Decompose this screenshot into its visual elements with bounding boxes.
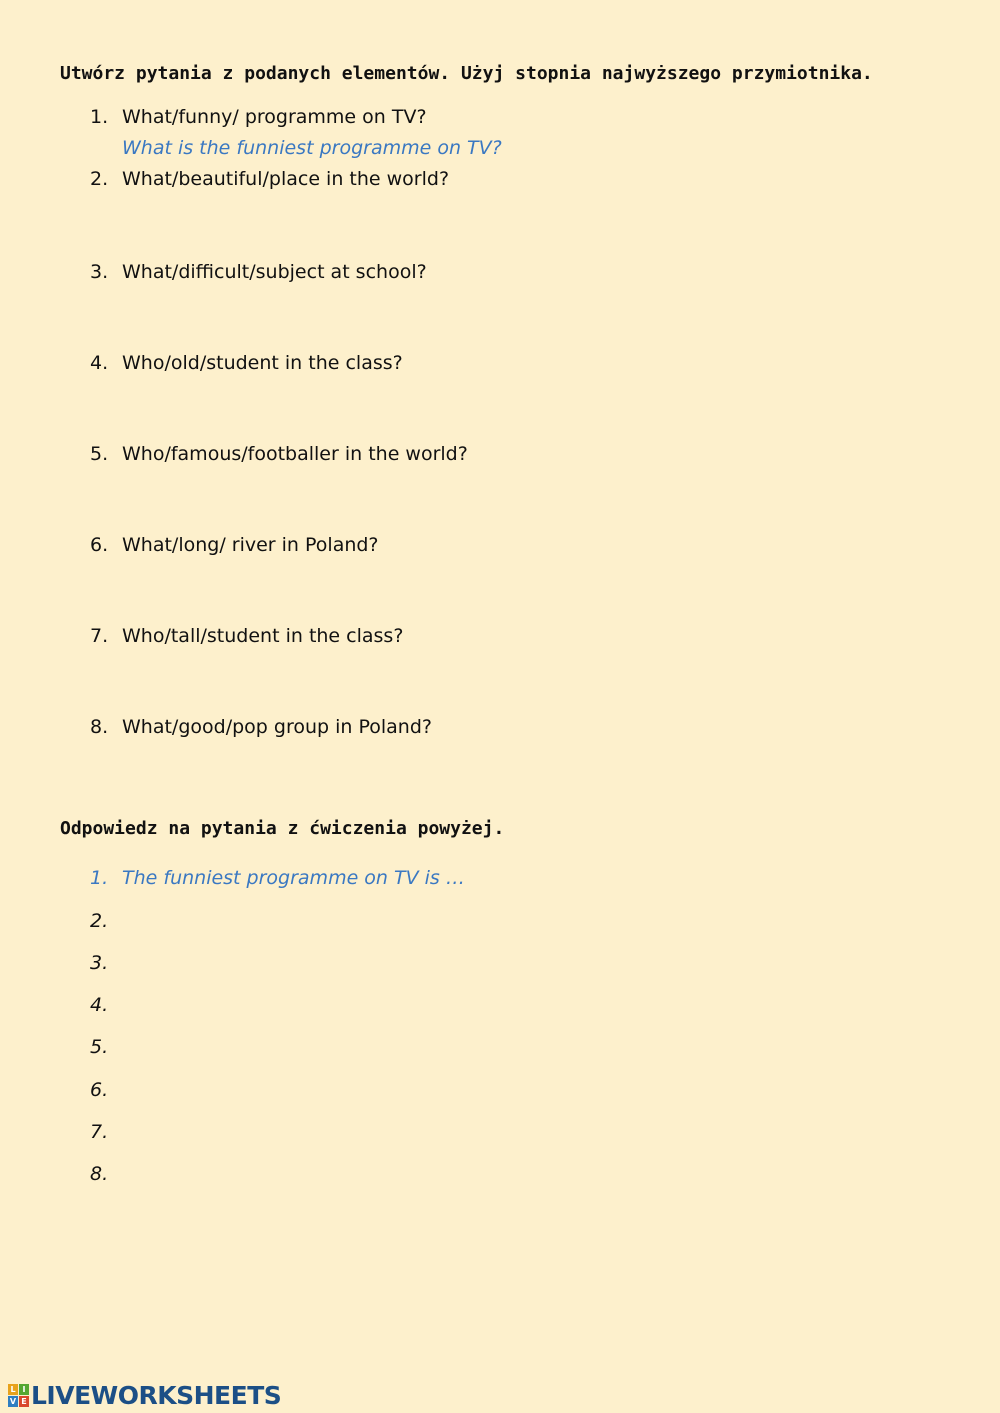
question-item: [90, 443, 468, 465]
answer-number: 5.: [90, 1035, 109, 1058]
answer-item: [90, 909, 622, 933]
question-item: [90, 352, 403, 374]
example-answer: What is the funniest programme on TV?: [122, 137, 502, 159]
answer-field[interactable]: [122, 1162, 622, 1186]
question-item: [90, 261, 427, 283]
answer-item: [90, 867, 465, 889]
answer-field[interactable]: [122, 951, 622, 975]
answer-number: 2.: [90, 909, 109, 932]
logo-cell: V: [9, 1397, 17, 1406]
question-prompt: What/long/ river in Poland?: [122, 534, 379, 556]
answer-text: The funniest programme on TV is …: [122, 867, 465, 889]
answer-number: 4.: [90, 993, 109, 1016]
question-number: 1.: [90, 106, 109, 128]
question-number: 2.: [90, 168, 109, 190]
answer-number: 6.: [90, 1078, 109, 1101]
answer-item: [90, 993, 622, 1017]
question-prompt: Who/famous/footballer in the world?: [122, 443, 468, 465]
question-item: [90, 716, 432, 738]
answer-number: 1.: [90, 867, 109, 889]
question-number: 7.: [90, 625, 109, 647]
question-prompt: Who/old/student in the class?: [122, 352, 403, 374]
logo-text: LIVEWORKSHEETS: [31, 1381, 282, 1410]
logo-cell: L: [8, 1384, 18, 1395]
logo-icon: [8, 1384, 29, 1407]
question-prompt: What/good/pop group in Poland?: [122, 716, 432, 738]
question-number: 6.: [90, 534, 109, 556]
question-number: 3.: [90, 261, 109, 283]
answer-field[interactable]: [122, 1120, 622, 1144]
logo-cell: I: [19, 1384, 29, 1395]
answer-item: [90, 1078, 622, 1102]
answer-field[interactable]: [122, 1078, 622, 1102]
question-prompt: What/beautiful/place in the world?: [122, 168, 450, 190]
question-prompt: What/funny/ programme on TV?: [122, 106, 427, 128]
answer-item: [90, 1035, 622, 1059]
answer-field[interactable]: [122, 909, 622, 933]
question-item: [90, 625, 403, 647]
answer-field[interactable]: [122, 1035, 622, 1059]
answer-number: 8.: [90, 1162, 109, 1185]
answer-number: 3.: [90, 951, 109, 974]
answer-number: 7.: [90, 1120, 109, 1143]
question-number: 4.: [90, 352, 109, 374]
question-item: [90, 534, 379, 556]
logo-cell: E: [19, 1396, 29, 1407]
answer-item: [90, 1120, 622, 1144]
question-number: 5.: [90, 443, 109, 465]
answer-item: [90, 951, 622, 975]
question-prompt: Who/tall/student in the class?: [122, 625, 404, 647]
question-number: 8.: [90, 716, 109, 738]
question-prompt: What/difficult/subject at school?: [122, 261, 427, 283]
exercise1-instruction: Utwórz pytania z podanych elementów. Użyj stopnia najwyższego przymiotnika.: [60, 63, 873, 84]
exercise2-instruction: Odpowiedz na pytania z ćwiczenia powyżej.: [60, 818, 505, 839]
question-item: [90, 106, 427, 128]
liveworksheets-logo: [8, 1381, 281, 1410]
question-item: [90, 168, 449, 190]
answer-item: [90, 1162, 622, 1186]
answer-field[interactable]: [122, 993, 622, 1017]
